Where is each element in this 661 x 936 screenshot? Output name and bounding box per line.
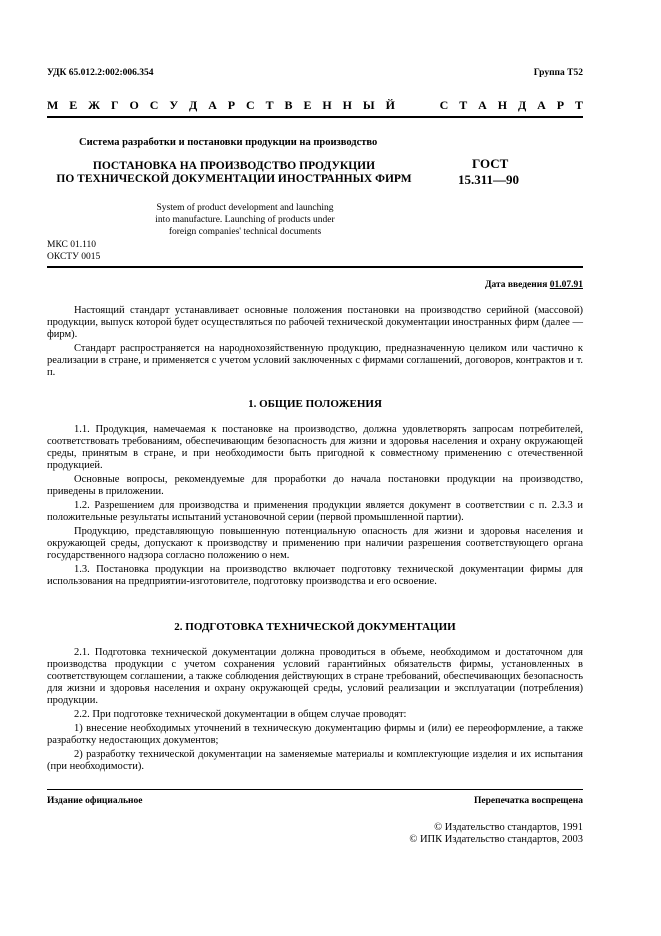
standard-type-letter: А — [537, 98, 546, 112]
title-rule — [47, 266, 583, 268]
gost-label: ГОСТ — [472, 156, 509, 171]
standard-type-letter — [406, 98, 412, 113]
standard-type-letter: Р — [227, 98, 236, 112]
standard-type-heading — [47, 98, 583, 113]
main-title — [54, 160, 414, 186]
copyright-line1: © Издательство стандартов, 1991 — [434, 822, 583, 833]
standard-type-letter: У — [169, 98, 179, 112]
section-1-paragraph-5: 1.3. Постановка продукции на производство включает подготовку технической документации фирмы для использования на предприятии-изготовителе, подготовку производства и его освоение. — [47, 564, 583, 587]
classification-codes — [47, 239, 100, 263]
footer-rule — [47, 789, 583, 790]
date-label: Дата введения — [484, 280, 548, 290]
english-title-line1: System of product development and launching — [156, 203, 334, 213]
standard-type-letter: С — [149, 98, 159, 112]
section-2-heading: 2. ПОДГОТОВКА ТЕХНИЧЕСКОЙ ДОКУМЕНТАЦИИ — [174, 621, 456, 633]
english-title-line2: into manufacture. Launching of products under — [155, 215, 335, 225]
section-1-heading: 1. ОБЩИЕ ПОЛОЖЕНИЯ — [248, 398, 382, 410]
top-rule — [47, 116, 583, 118]
gost-number: 15.311—90 — [458, 172, 520, 187]
date-value: 01.07.91 — [549, 280, 583, 290]
section-2-paragraph-4: 2) разработку технической документации на заменяемые материалы и комплектующие изделия и их испытания (при необходимости). — [47, 749, 583, 772]
mks-code: МКС 01.110 — [47, 240, 97, 250]
main-title-line2: ПО ТЕХНИЧЕСКОЙ ДОКУМЕНТАЦИИ ИНОСТРАННЫХ ФИРМ — [56, 173, 412, 185]
standard-type-letter: Р — [556, 98, 565, 112]
section-1-paragraph-3: 1.2. Разрешением для производства и применения продукции является документ в соответствии с п. 2.3.3 и положительные результаты испытаний установочной серии (первой промышленной партии). — [47, 500, 583, 523]
intro-paragraph-1: Настоящий стандарт устанавливает основные положения постановки на производство серийной (массовой) продукции, выпуск которой будет осуществляться по рабочей технической документации иностранных фирм (далее — фирм). — [47, 305, 583, 340]
section-2-paragraph-2: 2.2. При подготовке технической документации в общем случае проводят: — [74, 709, 407, 720]
introduction-date — [485, 280, 583, 290]
standard-type-letter: В — [284, 98, 293, 112]
standard-type-letter: Н — [342, 98, 352, 112]
reprint-notice: Перепечатка воспрещена — [473, 796, 583, 806]
section-1-text — [47, 424, 583, 588]
section-2-paragraph-3: 1) внесение необходимых уточнений в техническую документацию фирмы и (или) ее переоформление, а также разработку недостающих документов; — [47, 723, 583, 746]
standard-type-letter: Н — [322, 98, 332, 112]
standard-type-letter: Д — [189, 98, 198, 112]
section-1-paragraph-1: 1.1. Продукция, намечаемая к постановке на производство, должна удовлетворять запросам потребителей, соответствовать требованиям, обеспечивающим безопасность для жизни и здоровья населения и охрану окружающей среды, принятым в стране, и при необходимости быть пригодной к совместному применению с отечественной продукцией. — [47, 424, 583, 471]
okstu-code: ОКСТУ 0015 — [47, 252, 101, 262]
standard-type-letter: Т — [265, 98, 274, 112]
standard-type-letter: Г — [110, 98, 119, 112]
section-2-text — [47, 647, 583, 773]
standard-type-letter: О — [129, 98, 139, 112]
english-title — [120, 202, 370, 238]
standard-type-letter — [423, 98, 429, 113]
system-title: Система разработки и постановки продукции на производство — [79, 137, 378, 148]
standard-type-letter: М — [47, 98, 59, 112]
english-title-line3: foreign companies' technical documents — [168, 227, 322, 237]
standard-type-letter: С — [439, 98, 449, 112]
standard-type-letter: Й — [385, 98, 395, 112]
standard-type-letter: Ж — [88, 98, 101, 112]
standard-type-letter: Е — [303, 98, 312, 112]
section-1-paragraph-4: Продукцию, представляющую повышенную потенциальную опасность для жизни и здоровья населения и окружающей среды, допускают к производству и применению при наличии разрешения соответствующего органа государственного надзора согласно положению о нем. — [47, 526, 583, 561]
section-1-paragraph-2: Основные вопросы, рекомендуемые для проработки до начала постановки продукции на производство, приведены в приложении. — [47, 474, 583, 497]
standard-type-letter: Ы — [362, 98, 375, 112]
standard-type-letter: Н — [497, 98, 508, 112]
official-edition-label: Издание официальное — [47, 796, 143, 806]
standard-type-letter: С — [246, 98, 255, 112]
copyright-block — [409, 822, 583, 846]
standard-type-letter: А — [478, 98, 487, 112]
standard-type-letter: Т — [574, 98, 583, 112]
section-2-paragraph-1: 2.1. Подготовка технической документации должна проводиться в объеме, необходимом и достаточном для производства продукции с учетом сохранения условий гарантийных обязательств фирмы, установленных в соответствующем соглашении, а также соблюдения действующих в стране требований, обеспечивающих безопасность для жизни и здоровья населения и охрану окружающей среды, условий реализации и эксплуатации (потребления) продукции. — [47, 647, 583, 706]
gost-designation — [458, 156, 538, 188]
udk-code: УДК 65.012.2:002:006.354 — [47, 68, 154, 78]
intro-text — [47, 305, 583, 379]
intro-paragraph-2: Стандарт распространяется на народнохозяйственную продукцию, предназначенную целиком или частично к реализации в стране, и применяется с учетом условий заключенных с фирмами соглашений, договоров, контрактов и т. п. — [47, 343, 583, 378]
copyright-line2: © ИПК Издательство стандартов, 2003 — [409, 834, 583, 845]
standard-type-letter: Т — [459, 98, 468, 112]
standard-type-letter: Д — [517, 98, 527, 112]
standard-type-letter: А — [208, 98, 217, 112]
group-code: Группа Т52 — [533, 68, 583, 78]
main-title-line1: ПОСТАНОВКА НА ПРОИЗВОДСТВО ПРОДУКЦИИ — [92, 160, 376, 172]
standard-type-letter: Е — [69, 98, 78, 112]
